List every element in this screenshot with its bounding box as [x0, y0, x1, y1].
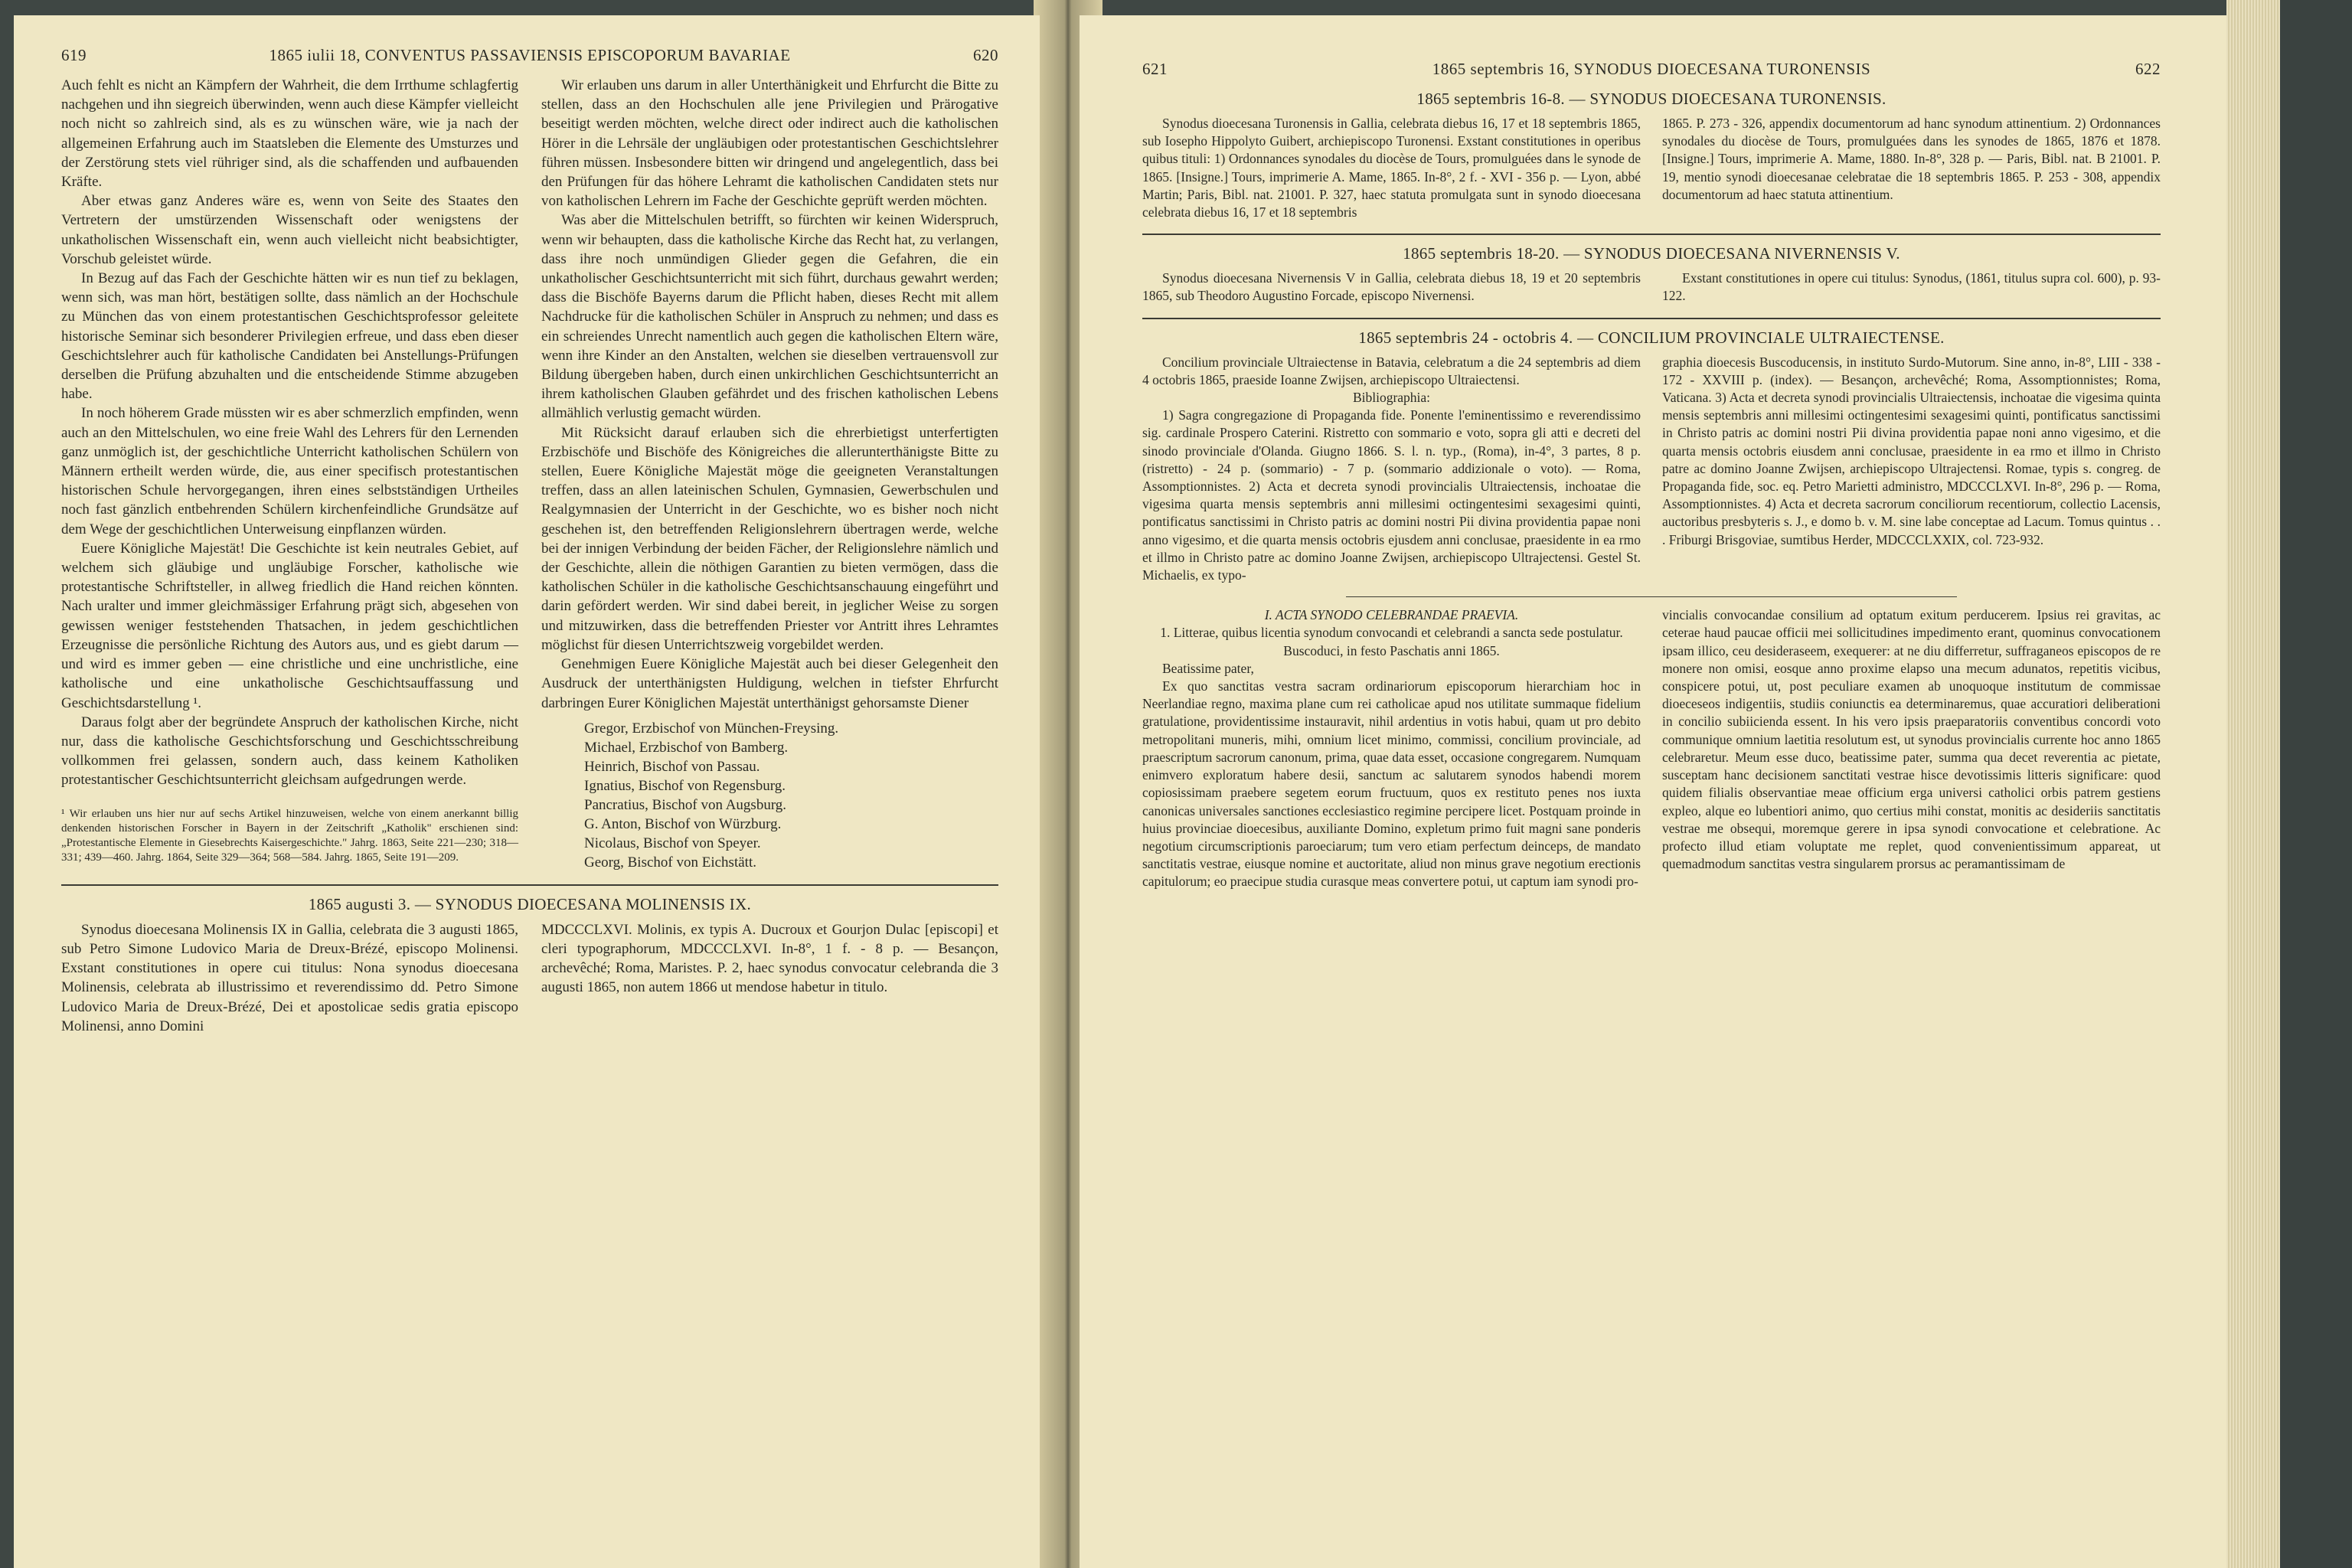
signature: Heinrich, Bischof von Passau. — [584, 758, 760, 775]
text-columns — [1142, 270, 2161, 305]
text-columns — [1142, 606, 2161, 890]
page-edges — [2226, 0, 2280, 1568]
running-header-left — [61, 46, 998, 65]
paragraph: In Bezug auf das Fach der Geschichte hätten wir es nun tief zu beklagen, wenn sich, was man hört, bestätigen sollte, dass nämlich an der Hochschule zu München das von einem protestantischen Geschichtsprofessor geleitete historische Seminar sich besonderer Privilegien erfreue, und dass eben dieser Geschichtslehrer auch für katholische Candidaten bei Anstellungs-Prüfungen derselben die Prüfung abzuhalten und die entscheidende Stimme abzugeben habe. — [61, 270, 518, 403]
text-columns — [1142, 354, 2161, 585]
paragraph: In noch höherem Grade müssten wir es aber schmerzlich empfinden, wenn auch an den Mittelschulen, wo eine freie Wahl des Lehrers für den Lernenden ganz unmöglich ist, der geschichtliche Unterricht katholischen Schülern von Männern ertheilt werden würde, die, aus einer specifisch protestantischen historischen Schule hervorgegangen, ihren eines selbstständigen Urtheiles noch fast gänzlich entbehrenden Schülern kirchenfeindliche Grundsätze auf dem Wege der geschichtlichen Unterweisung einpflanzen würden. — [61, 405, 518, 537]
section-title: 1865 septembris 18-20. — SYNODUS DIOECESANA NIVERNENSIS V. — [1403, 244, 1900, 263]
background-right — [2280, 0, 2352, 1568]
column-left — [61, 76, 518, 872]
paragraph: Synodus dioecesana Molinensis IX in Gallia, celebrata die 3 augusti 1865, sub Petro Simone Ludovico Maria de Dreux-Brézé, episcopo Molinensi. Exstant constitutiones in opere cui titulus: Nona synodus dioecesana Molinensis, celebrata ab illustrissimo et reverendissimo dd. Petro Simone Ludovico Maria de Dreux-Brézé, Dei et apostolicae sedis gratia episcopo Molinensi, anno Domini — [61, 921, 518, 1034]
running-header-right — [1142, 60, 2161, 79]
paragraph: Wir erlauben uns darum in aller Unterthänigkeit und Ehrfurcht die Bitte zu stellen, dass an den Hochschulen alle jene Privilegien und Prärogative beseitigt werden möchten, welche direct oder indirect auch die katholischen Hörer in die Lehrsäle der ungläubigen oder protestantischen Geschichtslehrer führen müssen. Insbesondere bitten wir dringend und angelegentlich, dass bei den Prüfungen für das höhere Lehramt die katholischen Candidaten stets nur von katholischen Lehrern im Fache der Geschichte geprüft werden möchten. — [541, 77, 998, 210]
paragraph: Genehmigen Euere Königliche Majestät auch bei dieser Gelegenheit den Ausdruck der unterthänigsten Huldigung, welchen in tiefster Ehrfurcht darbringen Eurer Königlichen Majestät unterthänigst gehorsamste Diener — [541, 656, 998, 711]
page-number: 622 — [2135, 60, 2161, 78]
column-left — [1142, 270, 1641, 305]
paragraph: Daraus folgt aber der begründete Anspruch der katholischen Kirche, nicht nur, dass die katholische Geschichtsforschung und Geschichtsschreibung vollkommen frei gelassen, sondern auch, dass keinem Katholiken protestantischer Geschichtsunterricht gleichsam aufgedrungen werde. — [61, 714, 518, 789]
right-page — [1080, 15, 2226, 1568]
column-right — [1662, 270, 2161, 305]
signature: Ignatius, Bischof von Regensburg. — [584, 777, 786, 794]
section-rule — [1142, 318, 2161, 319]
page-number: 621 — [1142, 60, 1168, 78]
text-columns — [61, 76, 998, 872]
column-right — [1662, 115, 2161, 221]
column-right — [541, 920, 998, 1036]
column-right — [541, 76, 998, 872]
column-right — [1662, 606, 2161, 890]
left-page — [14, 15, 1040, 1568]
section-rule — [1142, 234, 2161, 235]
paragraph: Auch fehlt es nicht an Kämpfern der Wahrheit, die dem Irrthume schlagfertig nachgehen und ihn siegreich überwinden, wenn auch diese Kämpfer vielleicht noch nicht so zahlreich sind, als es zu wünschen wäre, wie ja nach der allgemeinen Erfahrung auch im Staatsleben die Elemente des Umsturzes und der Zerstörung stets viel rühriger sind, als die schaffenden und aufbauenden Kräfte. — [61, 77, 518, 191]
signatures — [541, 719, 998, 872]
paragraph: Concilium provinciale Ultraiectense in Batavia, celebratum a die 24 septembris ad diem 4 octobris 1865, praeside Ioanne Zwijsen, archiepiscopo Ultraiectensi. — [1142, 354, 1641, 387]
signature: G. Anton, Bischof von Würzburg. — [584, 815, 782, 832]
column-left — [1142, 606, 1641, 890]
paragraph: Synodus dioecesana Turonensis in Gallia, celebrata diebus 16, 17 et 18 septembris 1865, sub Iosepho Hippolyto Guibert, archiepiscopo Turonensi. Exstant constitutiones in operibus quibus tituli: 1) Ordonnances synodales du diocèse de Tours, promulguées dans le synode de 1865. [Insigne.] Tours, imprimerie A. Mame, 1865. In-8°, 2 f. - XVI - 356 p. — Lyon, abbé Martin; Paris, Bibl. nat. 21001. P. 327, haec statuta promulgata sunt in synodo dioecesana celebrata diebus 16, 17 et 18 septembris — [1142, 116, 1641, 220]
acta-place: Buscoduci, in festo Paschatis anni 1865. — [1283, 642, 1500, 658]
signature: Pancratius, Bischof von Augsburg. — [584, 796, 787, 813]
acta-salutation: Beatissime pater, — [1162, 660, 1254, 676]
paragraph: Exstant constitutiones in opere cui titulus: Synodus, (1861, titulus supra col. 600), p. 93-122. — [1662, 270, 2161, 304]
paragraph: Ex quo sanctitas vestra sacram ordinariorum episcoporum hierarchiam hoc in Neerlandiae regno, maxima plane cum rei catholicae apud nos utilitate summaque fidelium gratulatione, providentissime instauravit, nihil ardentius in votis habui, quam ut pro debito metropolitani muneris, mihi, omnium licet minimo, commissi, concilium provinciale, ad praescriptum sacrorum canonum, prima, quae data esset, occasione congregarem. Numquam enimvero exploratum habere desii, sanctum ac salutarem synodos habendi morem copiosissimam praebere segetem eorum fructuum, quos ex restituto penes nos iuxta canonicas universales sanctiones ecclesiastico regimine percipere licet. Postquam proinde in huius provinciae dioecesibus, auxiliante Domino, expletum primo fuit magni sane ponderis negotium circumscriptionis paroeciarum; tum vero etiam perfectum deinceps, de mandato sanctitatis vestrae, eiusque nomine et auctoritate, aliud non minus grave negotium erectionis capitulorum; eo praecipue studia curasque meas convertere potui, ut captum iam synodi pro- — [1142, 678, 1641, 890]
column-left — [1142, 354, 1641, 585]
signature: Nicolaus, Bischof von Speyer. — [584, 835, 761, 851]
page-number: 619 — [61, 46, 87, 64]
paragraph: 1) Sagra congregazione di Propaganda fide. Ponente l'eminentissimo e reverendissimo sig. cardinale Prospero Caterini. Ristretto con sommario e voto, sopra gli atti e decreti del sinodo provinciale d'Olanda. Giugno 1866. S. l. n. typ., (Roma), in-4°, 3 partes, 8 p. (ristretto) - 24 p. (sommario) - 7 p. (sommario addizionale o voto). — Roma, Assomptionnistes. 2) Acta et decreta synodi provincialis Ultraiectensis, inchoatae die vigesima quarta mensis septembris anni millesimi octingentesimi sexagesimi quinti, pontificatus sanctissimi in Christo patris ac domini nostri Pii divina providentia papae noni anno vigesimo, et die quarta mensis octobris ejusdem anni conclusae, praesidente in ea rmo et illmo in Christo patre ac domino Joanne Zwijsen, archiepiscopo Ultrajectensi. Gestel St. Michaelis, ex typo- — [1142, 407, 1641, 583]
signature: Gregor, Erzbischof von München-Freysing. — [584, 720, 839, 737]
section-title: 1865 septembris 24 - octobris 4. — CONCILIUM PROVINCIALE ULTRAIECTENSE. — [1358, 328, 1945, 347]
column-right — [1662, 354, 2161, 585]
paragraph: graphia dioecesis Buscoducensis, in instituto Surdo-Mutorum. Sine anno, in-8°, LIII - 338 - 172 - XXVIII p. (index). — Besançon, archevêché; Roma, Assomptionnistes; Roma, Vaticana. 3) Acta et decreta synodi provincialis Ultraiectensis, inchoatae die vigesima quinta mensis septembris anni millesimi octingentesimi sexagesimi quinti, pontificatus sanctissimi in Christo patris ac domini nostri Pii divina providentia papae noni anno vigesimo, et die quarta mensis octobris eiusdem anni conclusae, praesidente in ea rmo et illmo in Christo patre ac domino Joanne Zwijsen, archiepiscopo Ultrajectensi. Romae, typis s. congreg. de Propaganda fide, soc. eq. Petro Marietti administro, MDCCCLXVI. In-8°, 296 p. — Roma, Assomptionnistes. 4) Acta et decreta sacrorum conciliorum recentiorum, collectio Lacensis, auctoribus presbyteris s. J., e domo b. v. M. sine labe conceptae ad Lacum. Tomus quintus . . . Friburgi Brisgoviae, sumtibus Herder, MDCCCLXXIX, col. 723-932. — [1662, 354, 2161, 547]
paragraph: MDCCCLXVI. Molinis, ex typis A. Ducroux et Gourjon Dulac [episcopi] et cleri typographorum, MDCCCLXVI. In-8°, 1 f. - 8 p. — Besançon, archevêché; Roma, Maristes. P. 2, haec synodus convocatur celebranda die 3 augusti 1865, non autem 1866 ut mendose habetur in titulo. — [541, 921, 998, 996]
paragraph: Mit Rücksicht darauf erlauben sich die ehrerbietigst unterfertigten Erzbischöfe und Bischöfe des Königreiches die allerunterthänigste Bitte zu stellen, Euere Königliche Majestät möge die geeigneten Veranstaltungen treffen, dass an allen lateinischen Schulen, Gymnasien, Gewerbschulen und Realgymnasien der Unterricht in der Geschichte, wo es bisher noch nicht geschehen ist, den betreffenden Religionslehrern übertragen werde, welche bei der innigen Verbindung der beiden Fächer, der Religionslehre nämlich und der Geschichte, allein die nöthigen Garantien zu bieten vermögen, dass die katholischen Schüler in die katholische Geschichtsanschauung eingeführt und darin gefördert werden. Wir sind dabei bereit, in jeglicher Weise zu sorgen und mitzuwirken, dass die betreffenden Priester vor Antritt ihres Lehramtes möglichst für diesen Unterrichtszweig vorgebildet werden. — [541, 424, 998, 653]
running-title: 1865 septembris 16, SYNODUS DIOECESANA TURONENSIS — [1432, 60, 1871, 78]
footnote: ¹ Wir erlauben uns hier nur auf sechs Artikel hinzuweisen, welche von einem anerkannt billig denkenden historischen Forscher in Bayern in der Zeitschrift „Katholik" erschienen sind: „Protestantische Elemente in Giesebrechts Kaisergeschichte." Jahrg. 1863, Seite 221—230; 318—331; 439—460. Jahrg. 1864, Seite 329—364; 568—584. Jahrg. 1865, Seite 191—209. — [61, 807, 518, 864]
acta-heading: I. ACTA SYNODO CELEBRANDAE PRAEVIA. — [1264, 607, 1519, 623]
paragraph: Synodus dioecesana Nivernensis V in Gallia, celebrata diebus 18, 19 et 20 septembris 1865, sub Theodoro Augustino Forcade, episcopo Nivernensi. — [1142, 270, 1641, 304]
signature: Georg, Bischof von Eichstätt. — [584, 854, 756, 871]
running-title: 1865 iulii 18, CONVENTUS PASSAVIENSIS EPISCOPORUM BAVARIAE — [269, 46, 791, 64]
text-columns — [61, 920, 998, 1036]
section-title: 1865 augusti 3. — SYNODUS DIOECESANA MOLINENSIS IX. — [308, 894, 752, 913]
paragraph: 1865. P. 273 - 326, appendix documentorum ad hanc synodum attinentium. 2) Ordonnances synodales du diocèse de Tours, promulguées dans les synodes de 1865, 1876 et 1878. [Insigne.] Tours, imprimerie A. Mame, 1880. In-8°, 328 p. — Paris, Bibl. nat. B 21001. P. 19, mentio synodi dioecesanae celebratae die 18 septembris 1865. P. 253 - 308, appendix documentorum ad haec statuta attinentium. — [1662, 116, 2161, 202]
page-number: 620 — [973, 46, 998, 64]
bibliography-heading: Bibliographia: — [1352, 390, 1431, 406]
signature: Michael, Erzbischof von Bamberg. — [584, 739, 789, 756]
acta-subheading: 1. Litterae, quibus licentia synodum convocandi et celebrandi a sancta sede postulatur. — [1160, 625, 1623, 641]
paragraph: Euere Königliche Majestät! Die Geschichte ist kein neutrales Gebiet, auf welchem sich gläubige und ungläubige Forscher, katholische wie protestantische Schriftsteller, in allweg friedlich die Hand reichen könnten. Nach uralter und immer gleichmässiger Erfahrung prägt sich, abgesehen von gewissen weniger feststehenden Thatsachen, in jedem geschichtlichen Erzeugnisse die persönliche Richtung des Autors aus, und es giebt darum — und wird es immer geben — eine christliche und eine unchristliche, eine katholische und eine unkatholische Geschichtsauffassung und Geschichtsdarstellung ¹. — [61, 540, 518, 711]
paragraph: vincialis convocandae consilium ad optatum exitum perducerem. Ipsius rei gravitas, ac ceterae haud paucae officii mei sollicitudines impedimento erant, quominus convocationem ipsam illico, ceu desideraseem, exequerer: at ne diu differretur, suffraganeos episcopos de re monere non omisi, eosque anno proxime elapso una mecum adunatos, repetitis vicibus, conspicere potui, ut, post peculiare examen ab unoquoque institutum de commissae dioeceseos indigentiis, studiis coniunctis ea determinaremus, quae accuratiori deliberationi in concilio subiicienda essent. In his vero ipsis praeparatoriis conventibus concordi voto communique omnium laetitia resolutum est, ut synodus provincialis currente hoc anno 1865 celebraretur. Meum esse duco, beatissime pater, summa qua decet reverentia ac pietate, susceptam hanc decisionem sanctitati vestrae hisce devotissimis litteris significare: quod quidem filialis observantiae meae officium erga universi catholici orbis patrem gestiens expleo, alque eo lubentiori animo, quo certius mihi constat, monitis ac desideriis sanctitatis vestrae me obsequi, moremque gerere in ipsa synodi convocatione et celebratione. Ac profecto illud etiam voluptate me replet, quod convenientissimum appareat, ut quemadmodum sanctitas vestra singularem prorsus ac peramantissimam de — [1662, 607, 2161, 872]
section-title: 1865 septembris 16-8. — SYNODUS DIOECESANA TURONENSIS. — [1416, 90, 1886, 108]
text-columns — [1142, 115, 2161, 221]
section-rule — [61, 884, 998, 886]
column-left — [61, 920, 518, 1036]
paragraph: Aber etwas ganz Anderes wäre es, wenn von Seite des Staates den Vertretern der umstürzenden Wissenschaft oder wenigstens der unkatholischen Wissenschaft ein, wenn auch vielleicht nicht beabsichtigter, Vorschub geleistet würde. — [61, 193, 518, 267]
paragraph: Was aber die Mittelschulen betrifft, so fürchten wir keinen Widerspruch, wenn wir behaupten, dass die katholische Kirche das Recht hat, zu verlangen, dass ihre noch unmündigen Glieder gegen die Gefahren, die ein unkatholischer Geschichtsunterricht mit sich führt, durchaus gewahrt werden; dass die Bischöfe Bayerns darum die Pflicht haben, dieses Recht mit allem Nachdrucke für die katholischen Schüler in Anspruch zu nehmen; und dass es ein schreiendes Unrecht namentlich auch gegen die katholischen Eltern wäre, wenn ihre Kinder an den Anstalten, welchen sie dieselben vertrauensvoll zur Bildung übergeben haben, durch einen unkirchlichen Geschichtsunterricht an ihrem katholischen Glauben gefährdet und des frischen katholischen Lebens allmählich verlustig gemacht würden. — [541, 212, 998, 422]
column-left — [1142, 115, 1641, 221]
section-rule — [1346, 596, 1957, 597]
